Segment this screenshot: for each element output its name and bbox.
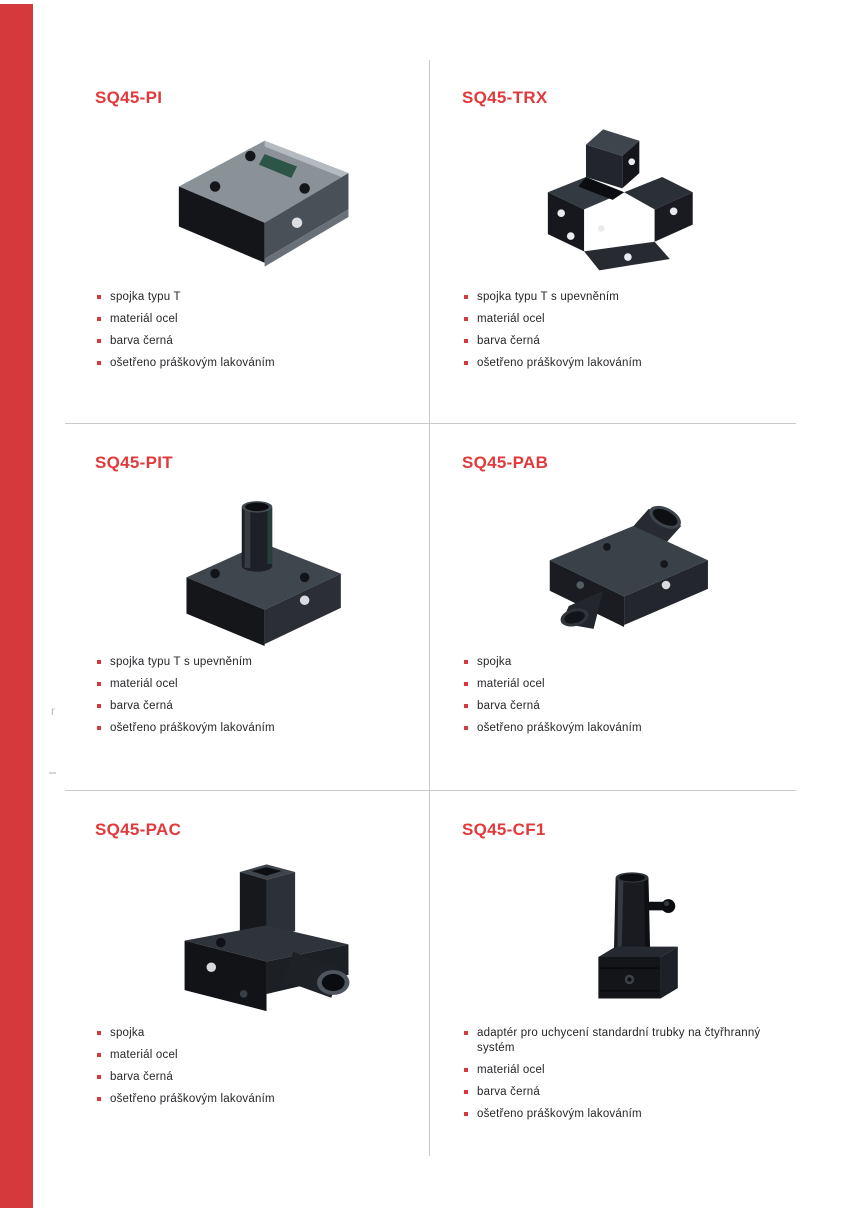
product-code: SQ45-PIT (95, 453, 173, 472)
product-code: SQ45-TRX (462, 88, 548, 107)
product-spec-list (95, 290, 419, 371)
cross-connector-photo (518, 484, 734, 646)
product-spec-list (95, 1026, 419, 1107)
spec-item: barva černá (464, 1085, 790, 1100)
product-card-sq45-trx (429, 60, 796, 378)
product-photo (462, 114, 790, 280)
spec-item: ošetřeno práškovým lakováním (97, 1092, 419, 1107)
product-spec-list (462, 1026, 790, 1122)
spec-item: barva černá (464, 699, 790, 714)
spec-item: materiál ocel (97, 1048, 419, 1063)
spec-item: adaptér pro uchycení standardní trubky na čtyřhranný systém (464, 1026, 790, 1056)
spec-item: barva černá (97, 699, 419, 714)
spec-item: spojka (97, 1026, 419, 1041)
product-card-sq45-cf1 (429, 790, 796, 1129)
product-card-sq45-pac (65, 790, 429, 1114)
product-photo (95, 846, 419, 1018)
t-connector-tube-photo (149, 484, 365, 646)
spec-item: barva černá (464, 334, 790, 349)
spec-item: materiál ocel (464, 677, 790, 692)
product-code: SQ45-PAB (462, 453, 549, 472)
product-photo (95, 114, 419, 280)
product-card-sq45-pi (65, 60, 429, 378)
product-spec-list (462, 655, 790, 736)
scan-artifact: r (51, 704, 55, 718)
tube-adapter-photo (531, 851, 721, 1013)
box-tube-connector-photo (149, 851, 365, 1013)
red-accent-bar (0, 4, 33, 1208)
product-spec-list (462, 290, 790, 371)
spec-item: materiál ocel (97, 677, 419, 692)
spec-item: ošetřeno práškovým lakováním (97, 356, 419, 371)
spec-item: spojka typu T (97, 290, 419, 305)
spec-item: ošetřeno práškovým lakováním (464, 356, 790, 371)
spec-item: spojka typu T s upevněním (464, 290, 790, 305)
spec-item: ošetřeno práškovým lakováním (464, 721, 790, 736)
product-photo (95, 479, 419, 651)
spec-item: ošetřeno práškovým lakováním (464, 1107, 790, 1122)
product-code: SQ45-CF1 (462, 820, 546, 839)
spec-item: barva černá (97, 334, 419, 349)
spec-item: materiál ocel (97, 312, 419, 327)
product-code: SQ45-PAC (95, 820, 182, 839)
spec-item: materiál ocel (464, 1063, 790, 1078)
product-card-sq45-pab (429, 423, 796, 743)
product-photo (462, 846, 790, 1018)
corner-connector-photo (518, 116, 734, 278)
scan-artifact (49, 772, 56, 774)
product-code: SQ45-PI (95, 88, 163, 107)
product-photo (462, 479, 790, 651)
t-connector-photo (149, 116, 365, 278)
spec-item: barva černá (97, 1070, 419, 1085)
spec-item: spojka (464, 655, 790, 670)
spec-item: materiál ocel (464, 312, 790, 327)
spec-item: ošetřeno práškovým lakováním (97, 721, 419, 736)
product-card-sq45-pit (65, 423, 429, 743)
spec-item: spojka typu T s upevněním (97, 655, 419, 670)
product-spec-list (95, 655, 419, 736)
